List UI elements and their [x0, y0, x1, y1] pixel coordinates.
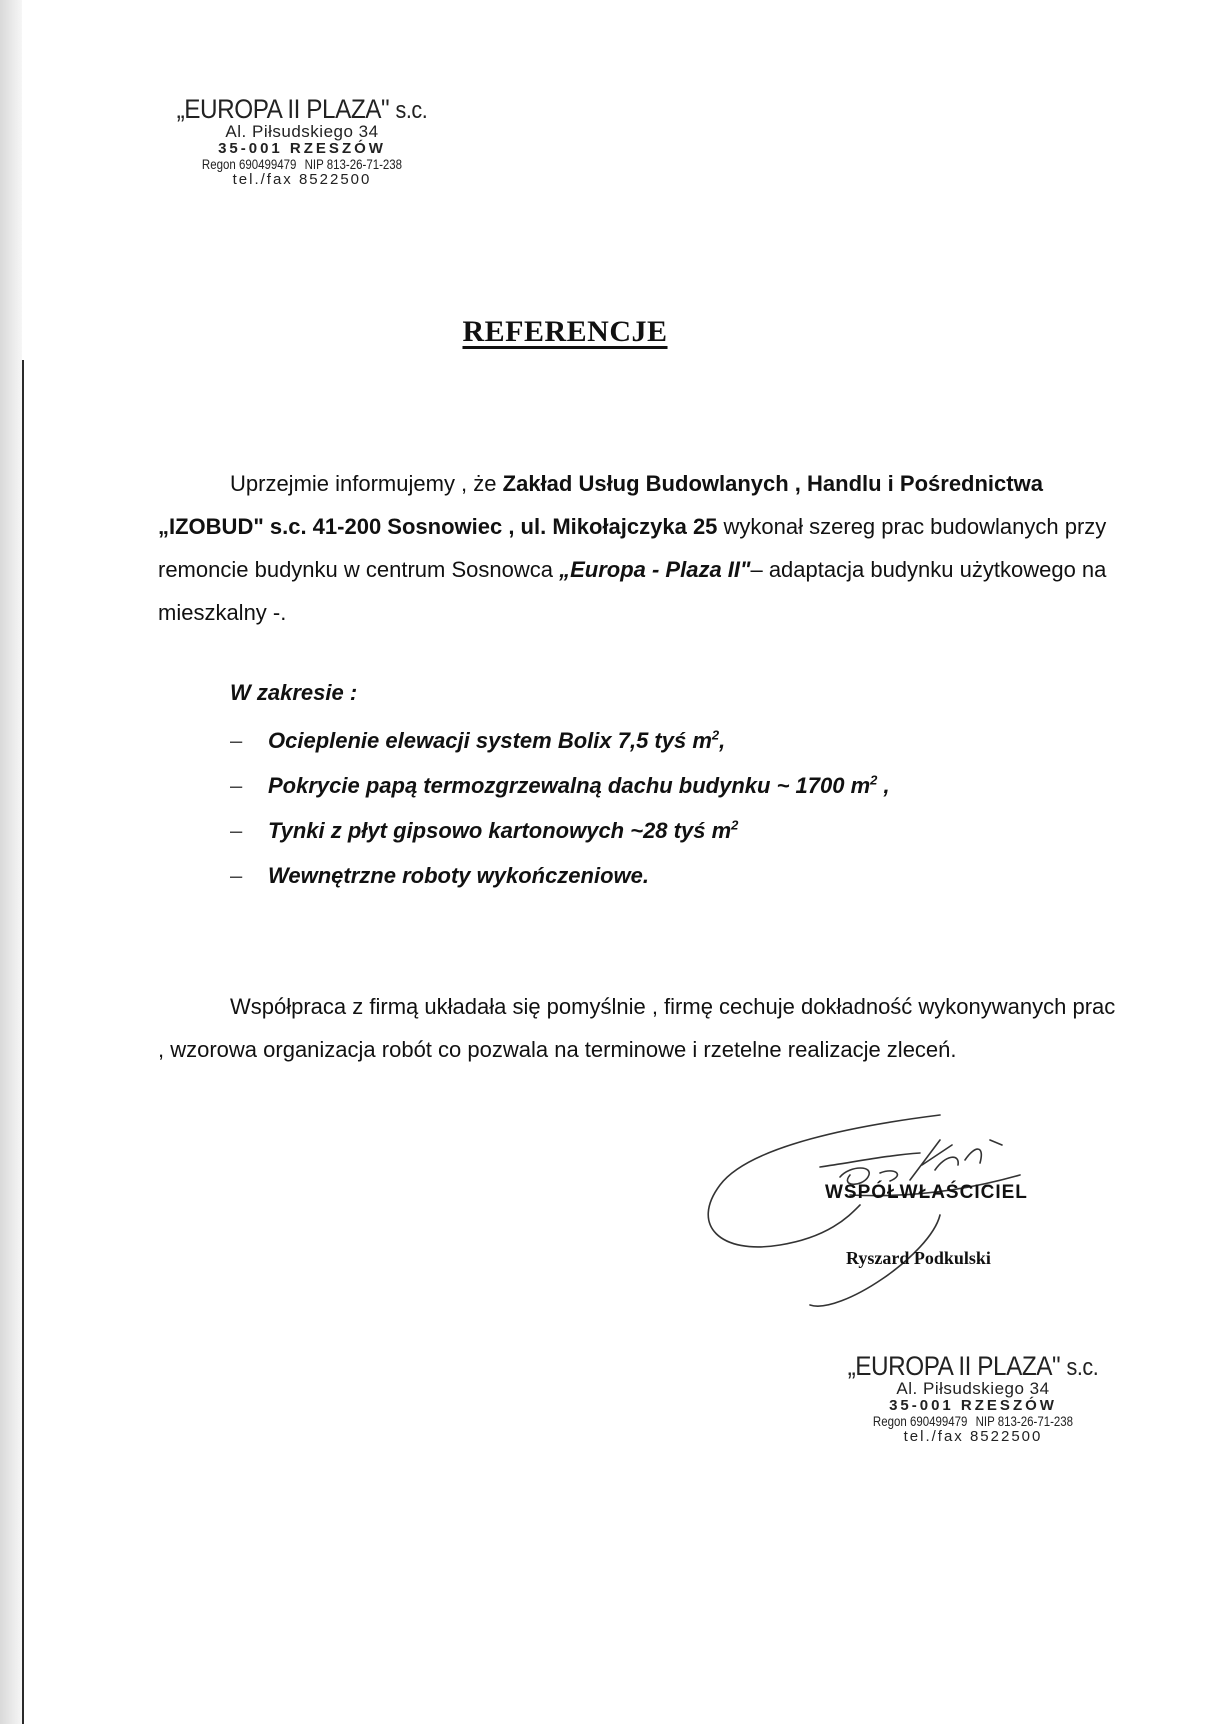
stamp-company-name: „EUROPA II PLAZA" s.c.	[176, 94, 428, 124]
handwritten-signature	[690, 1105, 1110, 1325]
list-item: – Tynki z płyt gipsowo kartonowych ~28 tyś $m^2$	[230, 817, 739, 843]
signer-name: Ryszard Podkulski	[846, 1248, 991, 1268]
list-item: – Ocieplenie elewacji system Bolix 7,5 tyś $m^2$,	[230, 727, 726, 753]
stamp-city: 35-001 RZESZÓW	[218, 140, 386, 158]
stamp-phone: tel./fax 8522500	[903, 1427, 1043, 1445]
scan-edge-line	[22, 360, 24, 1724]
stamp-ids: Regon 690499479 NIP 813-26-71-238	[201, 155, 403, 172]
stamp-street: Al. Piłsudskiego 34	[896, 1379, 1050, 1399]
company-stamp-top	[152, 95, 452, 187]
intro-paragraph: Uprzejmie informujemy , że Zakład Usług Budowlanych , Handlu i Pośrednictwa „IZOBUD" s.c. 41-200 Sosnowiec , ul. Mikołajczyka 25 wykonał szereg prac budowlanych przy remoncie budynku w centrum Sosnowca „Europa - Plaza II"– adaptacja budynku użytkowego na mieszkalny -.	[158, 471, 1107, 625]
stamp-company-name: „EUROPA II PLAZA" s.c.	[847, 1351, 1099, 1381]
stamp-street: Al. Piłsudskiego 34	[225, 122, 379, 142]
signer-title: WSPÓŁWŁAŚCICIEL	[825, 1182, 1028, 1203]
scan-shadow	[0, 0, 22, 1724]
list-item: – Pokrycie papą termozgrzewalną dachu budynku ~ 1700 $m^2$ ,	[230, 772, 890, 798]
stamp-phone: tel./fax 8522500	[232, 170, 372, 188]
scope-heading: W zakresie :	[230, 680, 358, 705]
list-item: – Wewnętrzne roboty wykończeniowe.	[230, 863, 649, 888]
scope-list	[230, 718, 890, 898]
stamp-city: 35-001 RZESZÓW	[889, 1397, 1057, 1415]
closing-paragraph: Współpraca z firmą układała się pomyślnie , firmę cechuje dokładność wykonywanych prac , wzorowa organizacja robót co pozwala na terminowe i rzetelne realizacje zleceń.	[158, 994, 1116, 1062]
document-title: REFERENCJE	[462, 315, 668, 348]
company-stamp-bottom	[823, 1352, 1123, 1444]
stamp-ids: Regon 690499479 NIP 813-26-71-238	[872, 1412, 1074, 1429]
